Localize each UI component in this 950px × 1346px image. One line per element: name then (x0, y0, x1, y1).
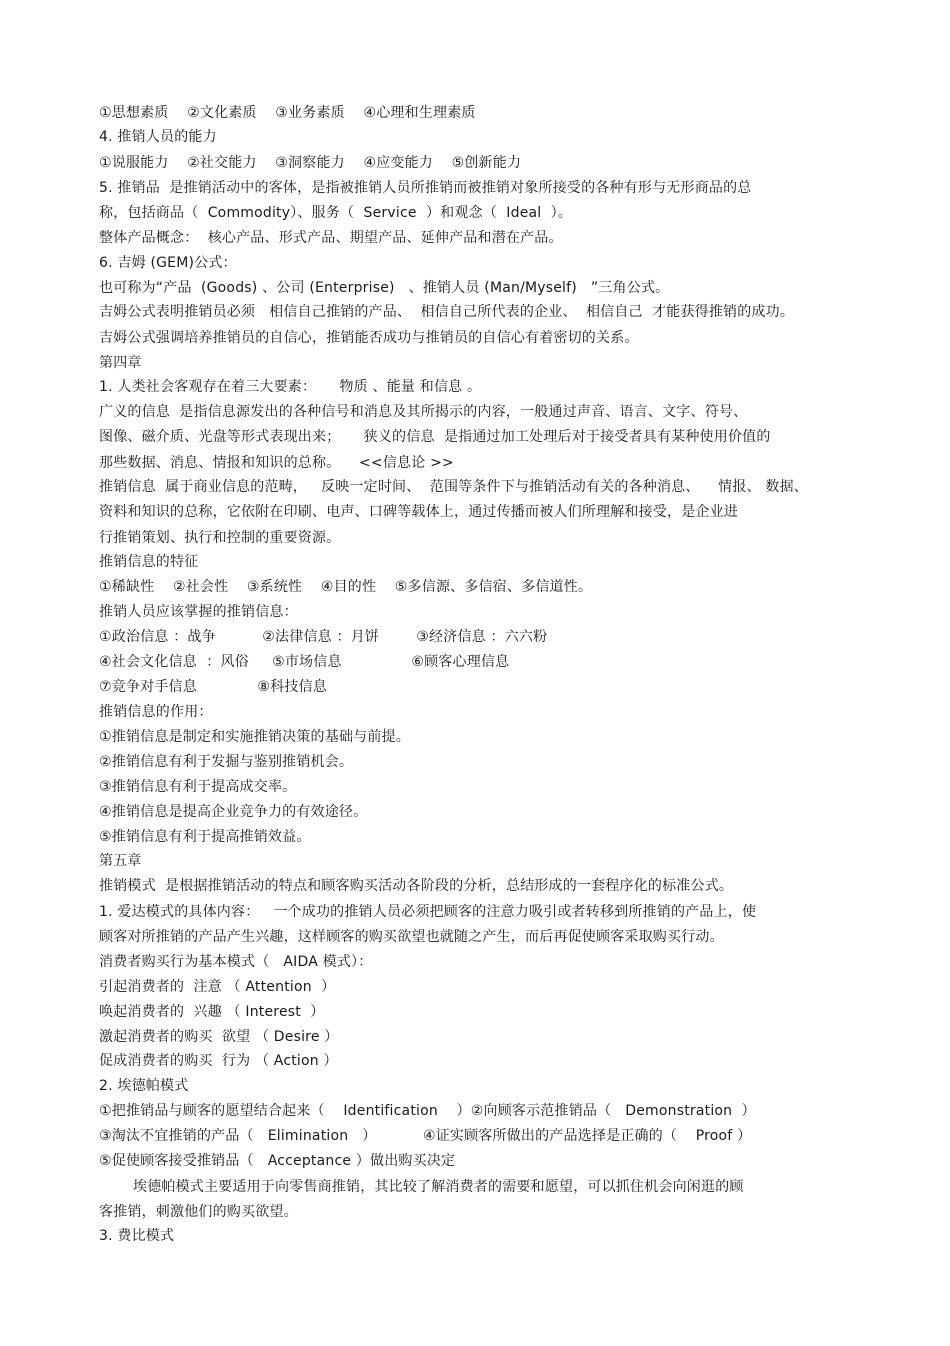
list-item: ②推销信息有利于发掘与鉴别推销机会。 (99, 754, 354, 770)
paragraph-line: 图像、磁介质、光盘等形式表现出来； 狭义的信息 是指通过加工处理后对于接受者具有某种使用价值的 (99, 429, 771, 445)
aida-step: 促成消费者的购买 行为 （ Action ） (99, 1053, 338, 1069)
list-item: ④推销信息是提高企业竞争力的有效途径。 (99, 804, 368, 820)
ideppa-step: ③淘汰不宜推销的产品（ Elimination ） ④证实顾客所做出的产品选择是正确的（ Proof ） (99, 1128, 752, 1144)
paragraph-line: 5. 推销品 是推销活动中的客体，是指被推销人员所推销而被推销对象所接受的各种有形与无形商品的总 (99, 180, 752, 196)
aida-step: 引起消费者的 注意 （ Attention ） (99, 979, 336, 995)
paragraph-line: 顾客对所推销的产品产生兴趣，这样顾客的购买欲望也就随之产生，而后再促使顾客采取购买行动。 (99, 929, 724, 945)
paragraph-line: 称，包括商品（ Commodity）、服务（ Service ）和观念（ Ideal ）。 (99, 205, 573, 221)
section-heading-ideppa: 2. 埃德帕模式 (99, 1078, 189, 1094)
list-item: ⑤推销信息有利于提高推销效益。 (99, 829, 311, 845)
quality-list: ①思想素质 ②文化素质 ③业务素质 ④心理和生理素质 (99, 105, 476, 121)
subheading: 推销信息的特征 (99, 554, 199, 570)
section-heading-fabe: 3. 费比模式 (99, 1228, 175, 1244)
info-list-row: ①政治信息 ：战争 ②法律信息 ：月饼 ③经济信息 ：六六粉 (99, 629, 548, 645)
chapter-heading: 第四章 (99, 355, 142, 371)
paragraph-line: 1. 人类社会客观存在着三大要素： 物质 、能量 和信息 。 (99, 379, 482, 395)
ability-list: ①说服能力 ②社交能力 ③洞察能力 ④应变能力 ⑤创新能力 (99, 155, 522, 171)
paragraph-line: 那些数据、消息、情报和知识的总称。 <<信息论 >> (99, 455, 454, 471)
section-heading-sales-abilities: 4. 推销人员的能力 (99, 129, 217, 145)
aida-step: 唤起消费者的 兴趣 （ Interest ） (99, 1004, 325, 1020)
paragraph-line: 推销信息 属于商业信息的范畴， 反映一定时间、 范围等条件下与推销活动有关的各种消息、 情报、 数据、 (99, 479, 808, 495)
subheading: 推销信息的作用： (99, 704, 213, 720)
ideppa-step: ①把推销品与顾客的愿望结合起来（ Identification ）②向顾客示范推销品（ Demonstration ） (99, 1103, 756, 1119)
paragraph-line: 1. 爱达模式的具体内容： 一个成功的推销人员必须把顾客的注意力吸引或者转移到所推销的产品上，使 (99, 904, 757, 920)
ideppa-step: ⑤促使顾客接受推销品（ Acceptance ）做出购买决定 (99, 1153, 456, 1169)
paragraph-line: 吉姆公式强调培养推销员的自信心，推销能否成功与推销员的自信心有着密切的关系。 (99, 330, 639, 346)
paragraph-line: 也可称为“产品 (Goods) 、公司 (Enterprise) 、推销人员 (Man/Myself) ”三角公式。 (99, 280, 670, 296)
paragraph-line: 广义的信息 是指信息源发出的各种信号和消息及其所揭示的内容，一般通过声音、语言、文字、符号、 (99, 404, 748, 420)
info-list-row: ⑦竞争对手信息 ⑧科技信息 (99, 679, 327, 695)
subheading: 推销人员应该掌握的推销信息： (99, 604, 298, 620)
aida-step: 激起消费者的购买 欲望 （ Desire ） (99, 1029, 339, 1045)
list-item: ③推销信息有利于提高成交率。 (99, 779, 297, 795)
chapter-heading: 第五章 (99, 853, 142, 869)
info-list-row: ④社会文化信息 ：风俗 ⑤市场信息 ⑥顾客心理信息 (99, 654, 510, 670)
paragraph-line: 推销模式 是根据推销活动的特点和顾客购买活动各阶段的分析，总结形成的一套程序化的标准公式。 (99, 878, 734, 894)
paragraph-line: 消费者购买行为基本模式（ AIDA 模式）： (99, 954, 373, 970)
paragraph-line: 吉姆公式表明推销员必须 相信自己推销的产品、 相信自己所代表的企业、 相信自己 才能获得推销的成功。 (99, 304, 795, 320)
feature-list: ①稀缺性 ②社会性 ③系统性 ④目的性 ⑤多信源、多信宿、多信道性。 (99, 579, 593, 595)
paragraph-line: 客推销，刺激他们的购买欲望。 (99, 1204, 298, 1220)
list-item: ①推销信息是制定和实施推销决策的基础与前提。 (99, 729, 410, 745)
paragraph-line: 整体产品概念： 核心产品、形式产品、期望产品、延伸产品和潜在产品。 (99, 230, 563, 246)
paragraph-line: 埃德帕模式主要适用于向零售商推销，其比较了解消费者的需要和愿望，可以抓住机会向闲逛的顾 (133, 1179, 744, 1195)
paragraph-line: 行推销策划、执行和控制的重要资源。 (99, 530, 341, 546)
section-heading-gem: 6. 吉姆 (GEM)公式： (99, 255, 237, 271)
paragraph-line: 资料和知识的总称，它依附在印刷、电声、口碑等载体上，通过传播而被人们所理解和接受，是企业进 (99, 504, 738, 520)
